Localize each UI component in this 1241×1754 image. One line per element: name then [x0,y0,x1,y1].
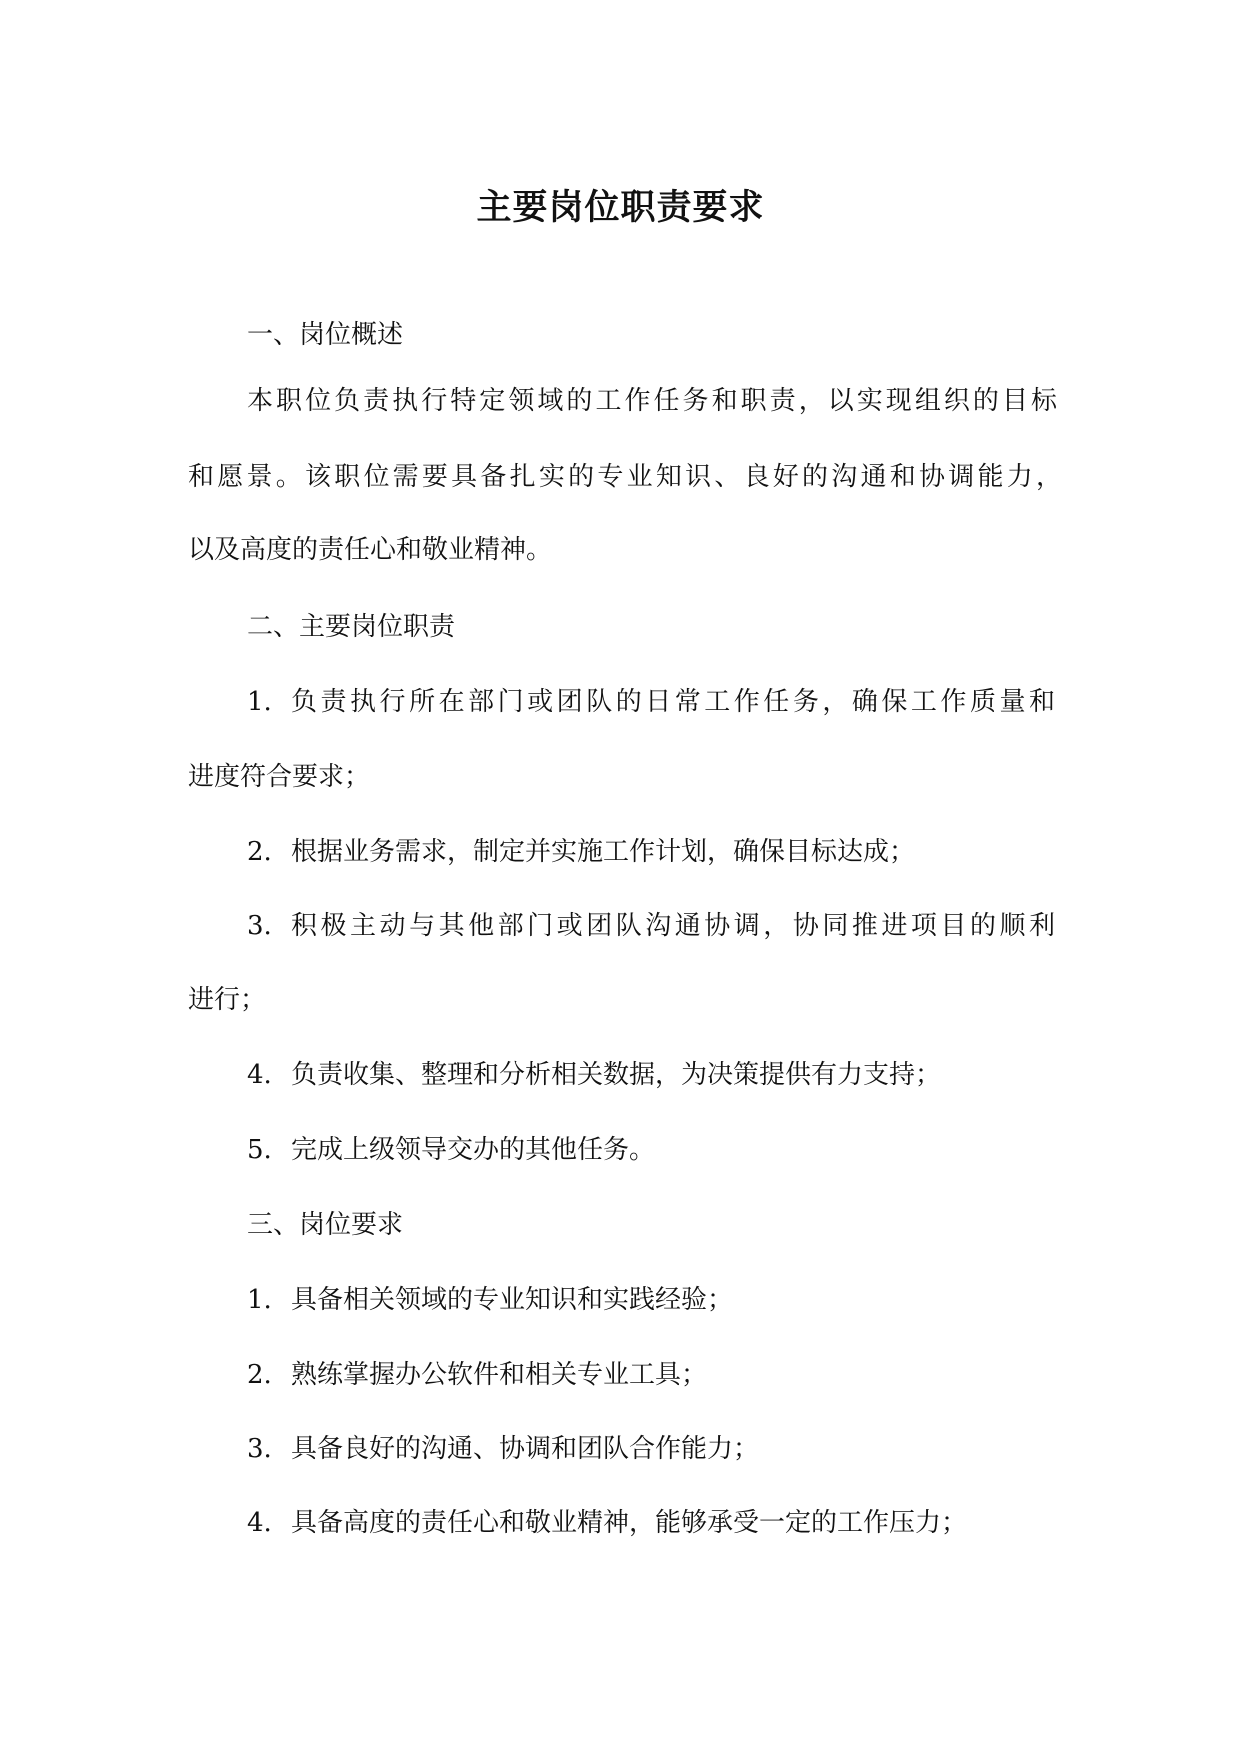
overview-paragraph-line-2: 和愿景。该职位需要具备扎实的专业知识、良好的沟通和协调能力， [188,462,1062,492]
duty-item-2 [247,832,915,872]
duty-item-5 [247,1130,655,1170]
duty-item-number: 3. [247,911,272,941]
duty-item-3-continuation: 进行； [188,985,267,1015]
requirement-item-text: 熟练掌握办公软件和相关专业工具； [291,1360,708,1390]
requirement-item-text: 具备良好的沟通、协调和团队合作能力； [291,1434,760,1464]
requirement-item-text: 具备高度的责任心和敬业精神，能够承受一定的工作压力； [291,1508,968,1538]
requirement-item-number: 3. [247,1434,272,1464]
overview-paragraph-line-3: 以及高度的责任心和敬业精神。 [188,535,553,565]
duty-item-number: 5. [247,1135,272,1165]
requirement-item-text: 具备相关领域的专业知识和实践经验； [291,1285,734,1315]
duty-item-number: 1. [247,687,272,717]
requirement-item-2 [247,1355,707,1395]
duty-item-4 [247,1055,941,1095]
duty-item-text: 根据业务需求，制定并实施工作计划，确保目标达成； [291,837,916,867]
duty-item-text: 完成上级领导交办的其他任务。 [291,1135,656,1165]
section-heading-requirements: 三、岗位要求 [247,1210,404,1240]
duty-item-1 [247,682,1055,722]
section-heading-overview: 一、岗位概述 [247,320,404,350]
duty-item-text: 积极主动与其他部门或团队沟通协调，协同推进项目的顺利 [291,911,1055,941]
requirement-item-number: 4. [247,1508,272,1538]
requirement-item-1 [247,1280,733,1320]
duty-item-text: 负责执行所在部门或团队的日常工作任务，确保工作质量和 [291,687,1055,717]
duty-item-number: 2. [247,837,272,867]
overview-paragraph-line-1: 本职位负责执行特定领域的工作任务和职责，以实现组织的目标 [247,386,1057,416]
duty-item-number: 4. [247,1060,272,1090]
duty-item-3 [247,906,1055,946]
requirement-item-3 [247,1429,759,1469]
requirement-item-4 [247,1503,967,1543]
duty-item-1-continuation: 进度符合要求； [188,762,371,792]
requirement-item-number: 2. [247,1360,272,1390]
page-title: 主要岗位职责要求 [476,187,765,228]
requirement-item-number: 1. [247,1285,272,1315]
section-heading-duties: 二、主要岗位职责 [247,612,456,642]
duty-item-text: 负责收集、整理和分析相关数据，为决策提供有力支持； [291,1060,942,1090]
